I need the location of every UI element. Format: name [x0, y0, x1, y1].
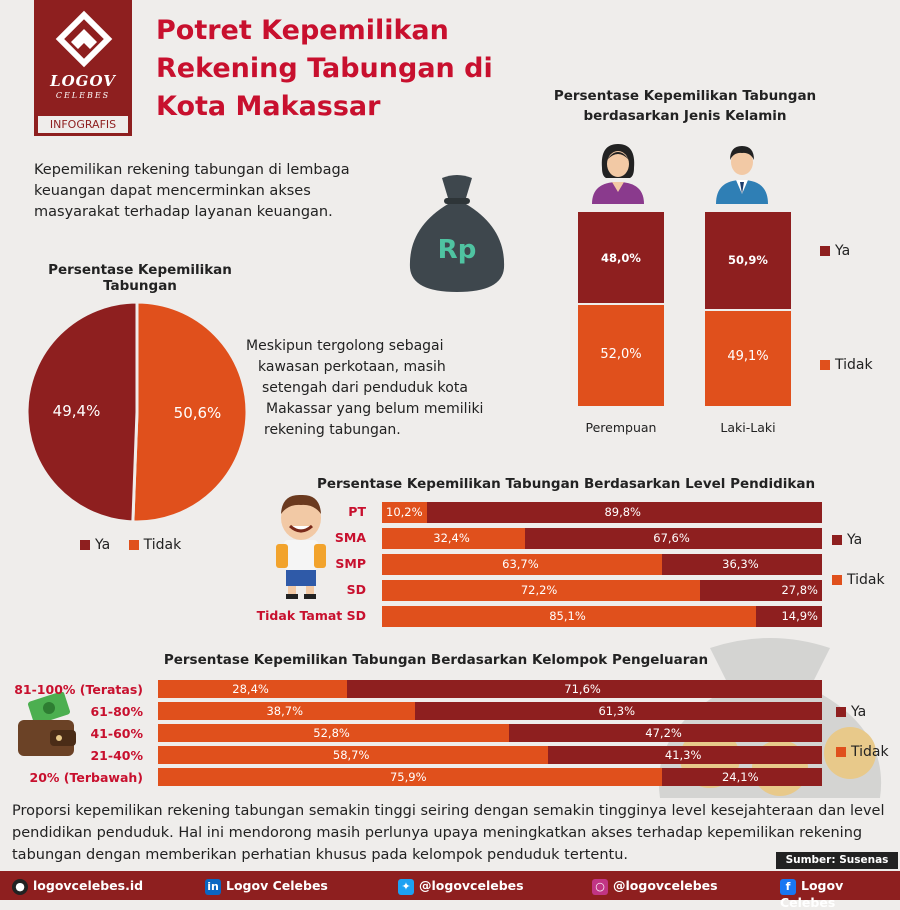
- bar-label-ya: 67,6%: [653, 531, 690, 545]
- footer-website[interactable]: [12, 878, 143, 895]
- footer-facebook[interactable]: [780, 878, 900, 910]
- brand-name: LOGOV: [50, 72, 116, 90]
- legend-swatch-ya: [832, 535, 842, 545]
- bar-label-tidak: 52,8%: [313, 726, 350, 740]
- bar-label-ya: 27,8%: [781, 583, 818, 597]
- bar-row: [382, 606, 822, 627]
- bar-row: [382, 580, 822, 601]
- title-line: Potret Kepemilikan: [156, 15, 449, 46]
- gender-legend-tidak: [820, 357, 873, 373]
- legend-label: Tidak: [835, 357, 873, 373]
- expenditure-legend-ya: [836, 704, 866, 720]
- pie-chart: [25, 300, 250, 525]
- bar-label-ya: 48,0%: [601, 250, 641, 265]
- legend-label: Tidak: [143, 537, 182, 553]
- legend-swatch-tidak: [129, 540, 139, 550]
- legend-label: Ya: [851, 704, 867, 720]
- pie-slice-label: 50,6%: [173, 404, 222, 423]
- gender-title: Persentase Kepemilikan Tabungan berdasarkan Jenis Kelamin: [553, 88, 817, 124]
- education-legend-tidak: [832, 572, 885, 588]
- bar-label-ya: 50,9%: [728, 253, 768, 268]
- row-label: 20% (Terbawah): [29, 770, 143, 785]
- facebook-icon: f: [780, 879, 796, 895]
- logo-mark-icon: [53, 8, 115, 70]
- bar-laki-laki: [705, 212, 791, 406]
- footer-instagram[interactable]: [592, 878, 718, 895]
- source-label: Sumber: Susenas: [776, 852, 898, 869]
- title-line: Kota Makassar: [156, 91, 381, 122]
- legend-label: Ya: [835, 243, 851, 259]
- legend-swatch-ya: [836, 707, 846, 717]
- middle-text-line: setengah dari penduduk kota: [262, 380, 468, 396]
- expenditure-title: Persentase Kepemilikan Tabungan Berdasarkan Kelompok Pengeluaran: [163, 652, 709, 668]
- page-title: [156, 12, 536, 126]
- bar-row: [382, 502, 822, 523]
- middle-text-line: kawasan perkotaan, masih: [258, 359, 446, 375]
- title-line: Rekening Tabungan di: [156, 53, 493, 84]
- legend-swatch-ya: [820, 246, 830, 256]
- bar-row: [158, 680, 822, 698]
- globe-icon: ●: [12, 879, 28, 895]
- legend-swatch-tidak: [820, 360, 830, 370]
- row-label: 21-40%: [90, 748, 143, 763]
- bar-label-tidak: 28,4%: [232, 682, 269, 696]
- row-label: PT: [348, 504, 366, 519]
- bar-label-ya: 47,2%: [645, 726, 682, 740]
- legend-swatch-ya: [80, 540, 90, 550]
- instagram-icon: ○: [592, 879, 608, 895]
- bar-label-tidak: 52,0%: [600, 346, 642, 362]
- footer-twitter[interactable]: [398, 878, 524, 895]
- man-icon: [714, 142, 770, 204]
- middle-text-line: Meskipun tergolong sebagai: [246, 338, 444, 354]
- row-label: Tidak Tamat SD: [256, 608, 366, 623]
- legend-label: Tidak: [847, 572, 885, 588]
- footer-linkedin-text: Logov Celebes: [226, 878, 328, 893]
- bar-row: [158, 746, 822, 764]
- row-label: SMP: [335, 556, 366, 571]
- bar-label-ya: 14,9%: [781, 609, 818, 623]
- legend-swatch-tidak: [836, 747, 846, 757]
- footer-website-text: logovcelebes.id: [33, 878, 144, 893]
- bar-label-ya: 41,3%: [664, 748, 702, 762]
- footer-linkedin[interactable]: [205, 878, 328, 895]
- bar-row: [158, 724, 822, 742]
- pie-slice-label: 49,4%: [52, 401, 101, 420]
- bar-label-ya: 36,3%: [722, 557, 759, 571]
- bar-label-tidak: 32,4%: [433, 531, 470, 545]
- brand-tag: INFOGRAFIS: [38, 116, 128, 133]
- brand-sub: CELEBES: [55, 91, 111, 100]
- bar-row: [382, 554, 822, 575]
- bar-row: [158, 702, 822, 720]
- legend-label: Ya: [847, 532, 863, 548]
- linkedin-icon: in: [205, 879, 221, 895]
- bar-label-tidak: 75,9%: [389, 770, 427, 784]
- bar-label-tidak: 63,7%: [502, 557, 539, 571]
- row-label: 81-100% (Teratas): [14, 682, 143, 697]
- legend-swatch-tidak: [832, 575, 842, 585]
- gender-legend-ya: [820, 243, 850, 259]
- legend-label: Tidak: [851, 744, 889, 760]
- bar-label-ya: 24,1%: [721, 770, 759, 784]
- footer-twitter-text: @logovcelebes: [419, 878, 524, 893]
- bar-row: [382, 528, 822, 549]
- intro-text: Kepemilikan rekening tabungan di lembaga keuangan dapat mencerminkan akses masyarakat terhadap layanan keuangan.: [34, 162, 350, 220]
- woman-icon: [590, 142, 646, 204]
- twitter-icon: ✦: [398, 879, 414, 895]
- row-label: 41-60%: [90, 726, 143, 741]
- bar-label-tidak: 38,7%: [266, 704, 304, 718]
- bar-label-tidak: 58,7%: [332, 748, 370, 762]
- pie-legend: [80, 537, 181, 553]
- bar-label-ya: 71,6%: [564, 682, 601, 696]
- category-label: Perempuan: [585, 420, 657, 435]
- bar-label-tidak: 10,2%: [386, 505, 423, 519]
- middle-text-line: Makassar yang belum memiliki: [266, 401, 484, 417]
- bar-label-tidak: 49,1%: [727, 349, 769, 365]
- footer-instagram-text: @logovcelebes: [613, 878, 718, 893]
- education-title: Persentase Kepemilikan Tabungan Berdasarkan Level Pendidikan: [316, 476, 816, 492]
- bar-row: [158, 768, 822, 786]
- pie-title: Persentase Kepemilikan Tabungan: [48, 262, 232, 294]
- bar-label-ya: 89,8%: [604, 505, 641, 519]
- footer-facebook-text: Logov Celebes: [780, 878, 844, 910]
- bag-label: Rp: [437, 235, 477, 265]
- bar-label-ya: 61,3%: [598, 704, 636, 718]
- conclusion-text: Proporsi kepemilikan rekening tabungan semakin tinggi seiring dengan semakin tingginya level kesejahteraan dan level pendidikan penduduk. Hal ini mendorong masih perlunya upaya meningkatkan akses terhadap kepemilikan rekening tabungan dengan memberikan perhatian khusus pada kelompok penduduk tertentu.: [12, 803, 885, 863]
- middle-text: [246, 336, 516, 441]
- money-bag-icon: [402, 172, 512, 298]
- middle-text-line: rekening tabungan.: [264, 422, 401, 438]
- expenditure-legend-tidak: [836, 744, 889, 760]
- legend-label: Ya: [95, 537, 111, 553]
- bar-perempuan: [578, 212, 664, 406]
- row-label: 61-80%: [90, 704, 143, 719]
- category-label: Laki-Laki: [720, 420, 776, 435]
- bar-label-tidak: 72,2%: [520, 583, 558, 597]
- bar-label-tidak: 85,1%: [549, 609, 586, 623]
- row-label: SD: [346, 582, 366, 597]
- row-label: SMA: [334, 530, 366, 545]
- education-legend-ya: [832, 532, 862, 548]
